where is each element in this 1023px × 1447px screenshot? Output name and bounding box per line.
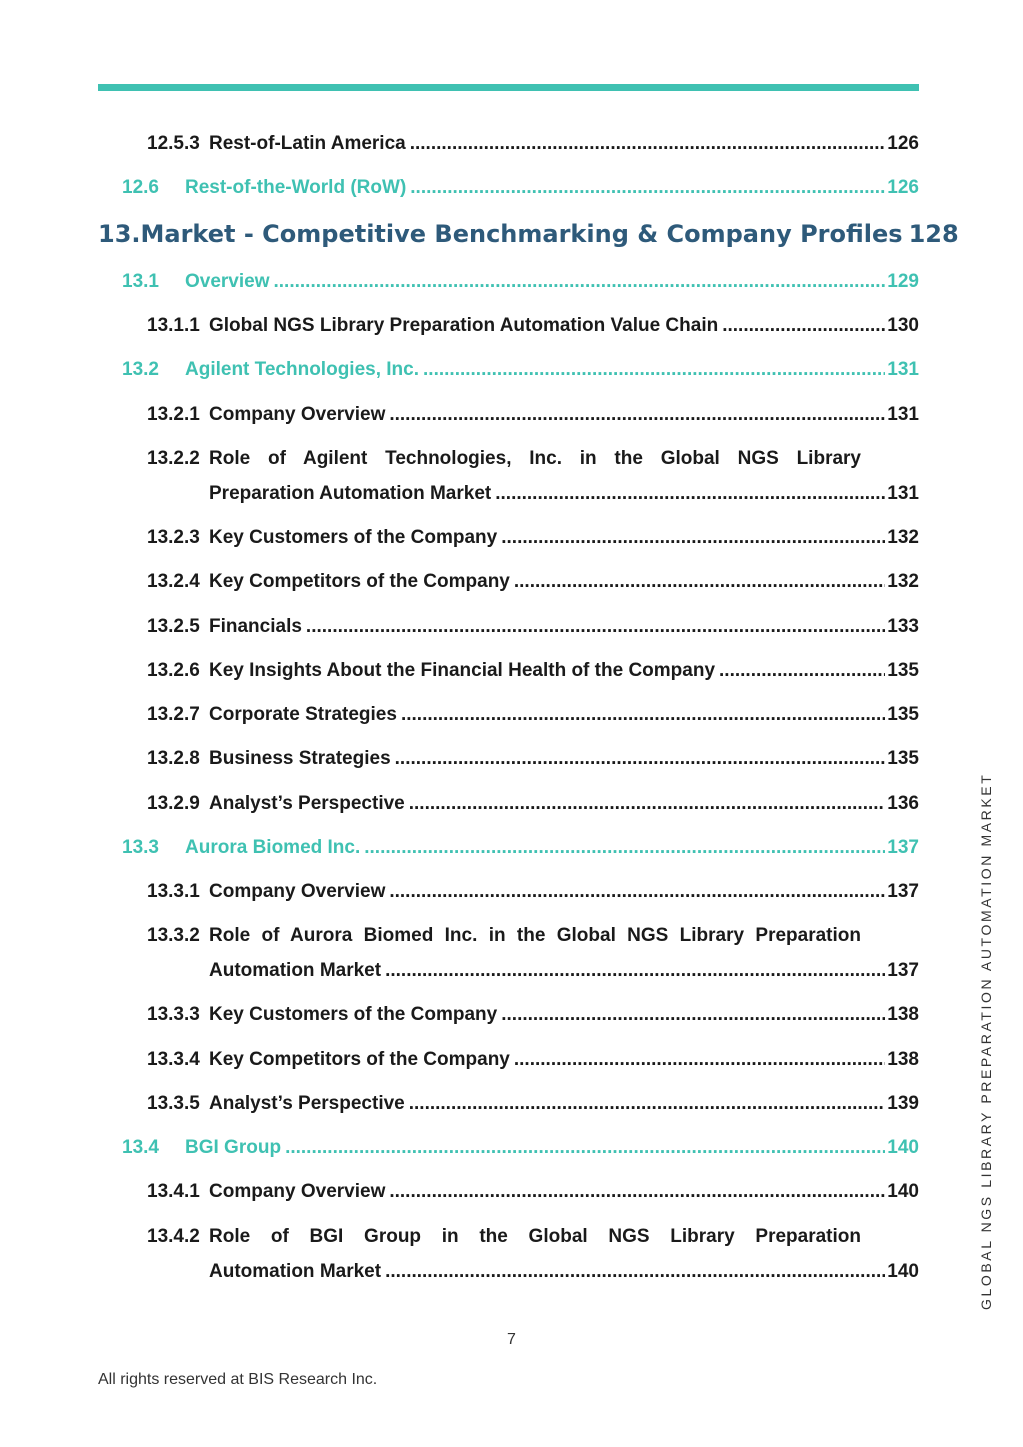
toc-number: 13.3.5 [147, 1093, 200, 1114]
toc-entry-13-4-1[interactable] [147, 1181, 919, 1203]
toc-number: 13.4 [122, 1137, 159, 1158]
toc-entry-13-4-2-line1[interactable] [147, 1226, 861, 1248]
toc-page: 139 [887, 1093, 919, 1114]
toc-title: Overview [185, 271, 270, 292]
toc-entry-13-1-1[interactable] [147, 315, 919, 337]
toc-title-continued: Preparation Automation Market [209, 483, 492, 504]
toc-title: Corporate Strategies [209, 704, 397, 725]
leader-dots [285, 1137, 885, 1159]
leader-dots [389, 1181, 885, 1203]
leader-dots [514, 1049, 885, 1071]
toc-title: Key Competitors of the Company [209, 1049, 510, 1070]
leader-dots [389, 881, 885, 903]
toc-page: 137 [887, 837, 919, 858]
toc-title: Analyst’s Perspective [209, 793, 405, 814]
leader-dots [410, 133, 886, 155]
toc-page: 132 [887, 571, 919, 592]
toc-entry-12-6[interactable] [122, 177, 919, 199]
toc-entry-13-2-8[interactable] [147, 748, 919, 770]
toc-title: Market - Competitive Benchmarking & Company Profiles [140, 220, 903, 248]
leader-dots [495, 483, 885, 505]
leader-dots [306, 616, 885, 638]
toc-title: Company Overview [209, 404, 386, 425]
leader-dots [274, 271, 886, 293]
leader-dots [385, 960, 885, 982]
toc-page: 126 [887, 177, 919, 198]
toc-page: 135 [887, 660, 919, 681]
leader-dots [401, 704, 885, 726]
toc-entry-13-3-2-line1[interactable] [147, 925, 861, 947]
toc-number: 13.1.1 [147, 315, 200, 336]
toc-number: 13.2.8 [147, 748, 200, 769]
leader-dots [514, 571, 885, 593]
toc-number: 13.3.4 [147, 1049, 200, 1070]
toc-number: 13.3 [122, 837, 159, 858]
toc-entry-13-2-7[interactable] [147, 704, 919, 726]
toc-entry-13-4-2-line2[interactable] [209, 1261, 919, 1283]
vertical-report-title: GLOBAL NGS LIBRARY PREPARATION AUTOMATION MARKET [978, 772, 994, 1310]
leader-dots [410, 177, 885, 199]
toc-number: 13.2.5 [147, 616, 200, 637]
toc-page: 130 [887, 315, 919, 336]
leader-dots [719, 660, 885, 682]
toc-entry-13-3-5[interactable] [147, 1093, 919, 1115]
toc-page: 126 [887, 133, 919, 154]
toc-entry-12-5-3[interactable] [147, 133, 919, 155]
toc-entry-13-2-4[interactable] [147, 571, 919, 593]
toc-title: Key Customers of the Company [209, 1004, 498, 1025]
toc-page: 132 [887, 527, 919, 548]
toc-entry-13-2-2-line1[interactable] [147, 448, 861, 470]
leader-dots [395, 748, 886, 770]
toc-number: 13.2.9 [147, 793, 200, 814]
toc-entry-13-2-6[interactable] [147, 660, 919, 682]
toc-entry-13-2-1[interactable] [147, 404, 919, 426]
toc-entry-13-3-2-line2[interactable] [209, 960, 919, 982]
toc-entry-13-3-3[interactable] [147, 1004, 919, 1026]
toc-page: 137 [887, 881, 919, 902]
toc-number: 13.2.7 [147, 704, 200, 725]
toc-page: 133 [887, 616, 919, 637]
toc-title: Rest-of-the-World (RoW) [185, 177, 407, 198]
toc-page: 136 [887, 793, 919, 814]
toc-entry-13-1[interactable] [122, 271, 919, 293]
copyright-footer: All rights reserved at BIS Research Inc. [98, 1371, 378, 1388]
leader-dots [364, 837, 885, 859]
toc-page: 138 [887, 1049, 919, 1070]
toc-page: 138 [887, 1004, 919, 1025]
toc-number: 13.2.4 [147, 571, 200, 592]
toc-title-continued: Automation Market [209, 960, 382, 981]
toc-number: 13.2.1 [147, 404, 200, 425]
toc-number: 12.6 [122, 177, 159, 198]
toc-number: 13.3.2 [147, 925, 200, 946]
toc-title: Aurora Biomed Inc. [185, 837, 361, 858]
toc-number: 13.2.3 [147, 527, 200, 548]
toc-entry-13-3-1[interactable] [147, 881, 919, 903]
toc-title: Key Insights About the Financial Health of the Company [209, 660, 716, 681]
toc-title: Key Customers of the Company [209, 527, 498, 548]
toc-entry-13-2[interactable] [122, 359, 919, 381]
toc-title: Rest-of-Latin America [209, 133, 406, 154]
toc-number: 13.3.1 [147, 881, 200, 902]
toc-page: 140 [887, 1137, 919, 1158]
toc-title: Role of Aurora Biomed Inc. in the Global NGS Library Preparation [209, 925, 861, 946]
toc-page: 135 [887, 704, 919, 725]
toc-entry-13-2-3[interactable] [147, 527, 919, 549]
leader-dots [409, 1093, 886, 1115]
toc-entry-13-2-2-line2[interactable] [209, 483, 919, 505]
leader-dots [423, 359, 885, 381]
toc-entry-13-3[interactable] [122, 837, 919, 859]
toc-entry-13-4[interactable] [122, 1137, 919, 1159]
toc-number: 13.2.2 [147, 448, 200, 469]
toc-page: 131 [887, 404, 919, 425]
toc-title: Role of BGI Group in the Global NGS Library Preparation [209, 1226, 861, 1247]
toc-page: 135 [887, 748, 919, 769]
toc-title: Company Overview [209, 1181, 386, 1202]
toc-page: 131 [887, 483, 919, 504]
leader-dots [389, 404, 885, 426]
leader-dots [501, 1004, 885, 1026]
toc-number: 13. [98, 220, 141, 248]
toc-title: Analyst’s Perspective [209, 1093, 405, 1114]
leader-dots [722, 315, 885, 337]
toc-title: Agilent Technologies, Inc. [185, 359, 420, 380]
leader-dots [385, 1261, 885, 1283]
toc-title: Global NGS Library Preparation Automation Value Chain [209, 315, 719, 336]
toc-page: 137 [887, 960, 919, 981]
toc-number: 13.2.6 [147, 660, 200, 681]
leader-dots [501, 527, 885, 549]
toc-page: 140 [887, 1181, 919, 1202]
toc-title: BGI Group [185, 1137, 282, 1158]
toc-entry-13[interactable] [98, 220, 959, 248]
toc-title: Financials [209, 616, 302, 637]
toc-title: Key Competitors of the Company [209, 571, 510, 592]
toc-number: 13.1 [122, 271, 159, 292]
toc-title: Business Strategies [209, 748, 391, 769]
toc-entry-13-2-5[interactable] [147, 616, 919, 638]
toc-number: 13.4.2 [147, 1226, 200, 1247]
page-number: 7 [507, 1331, 516, 1348]
toc-page: 131 [887, 359, 919, 380]
toc-number: 13.2 [122, 359, 159, 380]
toc-number: 13.4.1 [147, 1181, 200, 1202]
toc-entry-13-3-4[interactable] [147, 1049, 919, 1071]
toc-title: Role of Agilent Technologies, Inc. in the Global NGS Library [209, 448, 861, 469]
toc-page: 140 [887, 1261, 919, 1282]
toc-page: 128 [908, 220, 959, 248]
leader-dots [409, 793, 886, 815]
toc-entry-13-2-9[interactable] [147, 793, 919, 815]
toc-number: 13.3.3 [147, 1004, 200, 1025]
toc-number: 12.5.3 [147, 133, 200, 154]
toc-title: Company Overview [209, 881, 386, 902]
top-accent-rule [98, 84, 919, 91]
toc-page: 129 [887, 271, 919, 292]
toc-title-continued: Automation Market [209, 1261, 382, 1282]
